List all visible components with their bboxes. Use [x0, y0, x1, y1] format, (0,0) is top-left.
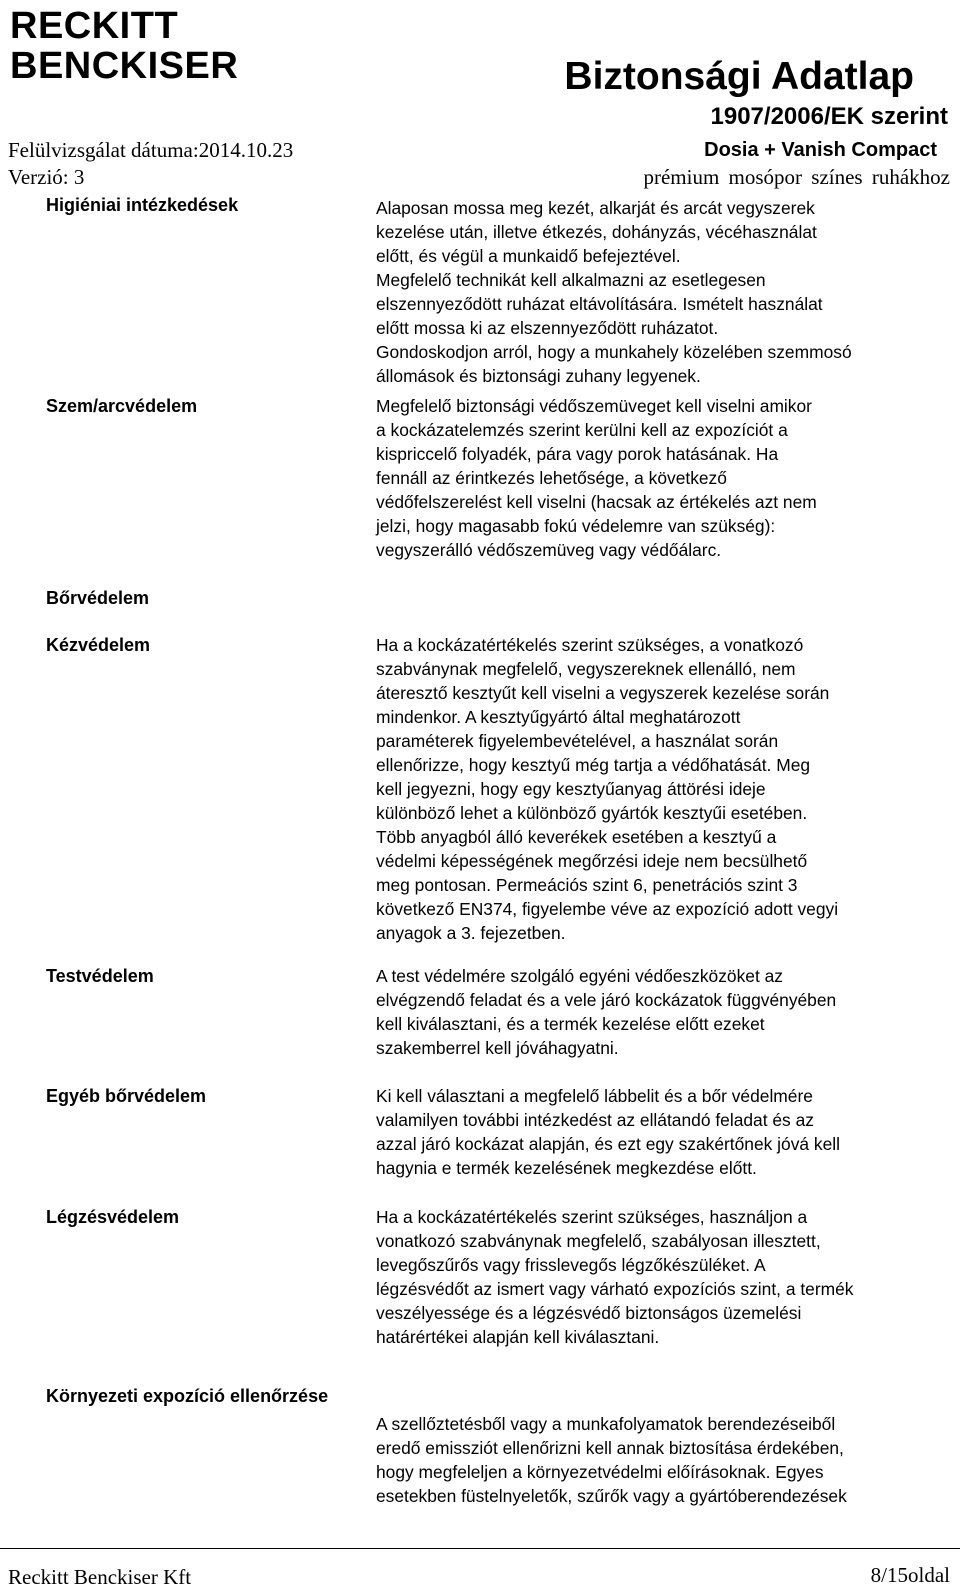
text-line: kispriccelő folyadék, pára vagy porok hatásának. Ha [376, 444, 779, 464]
environmental-exposure-label: Környezeti expozíció ellenőrzése [46, 1386, 329, 1406]
text-line: következő EN374, figyelembe véve az expozíció adott vegyi [376, 899, 839, 919]
other-skin-protection-text [376, 1084, 952, 1180]
company-logo [10, 6, 240, 92]
text-line: eredő emissziót ellenőrizni kell annak biztosítása érdekében, [376, 1438, 844, 1458]
text-line: különböző lehet a különböző gyártók kesztyűi esetében. [376, 803, 808, 823]
respiratory-protection-label: Légzésvédelem [46, 1207, 180, 1227]
text-line: a kockázatelemzés szerint kerülni kell az expozíciót a [376, 420, 788, 440]
text-line: Megfelelő biztonsági védőszemüveget kell viselni amikor [376, 396, 812, 416]
text-line: elvégzendő feladat és a vele járó kockázatok függvényében [376, 990, 837, 1010]
text-line: Ha a kockázatértékelés szerint szükséges, a vonatkozó [376, 635, 804, 655]
product-subtitle: prémium mosópor színes ruhákhoz [643, 165, 950, 189]
document-title: Biztonsági Adatlap [564, 55, 914, 98]
hygiene-text [376, 196, 952, 388]
text-line: azzal járó kockázat alapján, és ezt egy szakértőnek jóvá kell [376, 1134, 840, 1154]
text-line: vegyszerálló védőszemüveg vagy védőálarc. [376, 540, 722, 560]
eye-protection-label: Szem/arcvédelem [46, 396, 198, 416]
other-skin-protection-label: Egyéb bőrvédelem [46, 1086, 207, 1106]
logo-line-1: RECKITT [10, 5, 179, 47]
text-line: Alaposan mossa meg kezét, alkarját és arcát vegyszerek [376, 198, 815, 218]
text-line: állomások és biztonsági zuhany legyenek. [376, 366, 701, 386]
text-line: előtt, és végül a munkaidő befejeztével. [376, 246, 681, 266]
eye-protection-text [376, 394, 952, 562]
text-line: meg pontosan. Permeációs szint 6, penetrációs szint 3 [376, 875, 798, 895]
version-number: Verzió: 3 [8, 165, 85, 189]
text-line: jelzi, hogy magasabb fokú védelemre van szükség): [376, 516, 776, 536]
text-line: esetekben füstelnyeletők, szűrők vagy a gyártóberendezések [376, 1486, 847, 1506]
text-line: elszennyeződött ruházat eltávolítására. Ismételt használat [376, 294, 823, 314]
revision-date: Felülvizsgálat dátuma:2014.10.23 [8, 138, 294, 162]
text-line: határértékei alapján kell kiválasztani. [376, 1327, 660, 1347]
respiratory-protection-text [376, 1205, 952, 1349]
footer-divider [0, 1548, 960, 1549]
text-line: Ki kell választani a megfelelő lábbelit és a bőr védelmére [376, 1086, 813, 1106]
hand-protection-text [376, 633, 952, 945]
product-name: Dosia + Vanish Compact [704, 139, 937, 161]
text-line: A test védelmére szolgáló egyéni védőeszközöket az [376, 966, 783, 986]
text-line: légzésvédőt az ismert vagy várható expozíciós szint, a termék [376, 1279, 854, 1299]
text-line: előtt mossa ki az elszennyeződött ruházatot. [376, 318, 719, 338]
footer-company: Reckitt Benckiser Kft [8, 1565, 192, 1589]
logo-line-2: BENCKISER [10, 45, 239, 87]
text-line: mindenkor. A kesztyűgyártó által meghatározott [376, 707, 741, 727]
text-line: anyagok a 3. fejezetben. [376, 923, 566, 943]
hygiene-label: Higiéniai intézkedések [46, 195, 239, 215]
text-line: Ha a kockázatértékelés szerint szükséges, használjon a [376, 1207, 808, 1227]
text-line: paraméterek figyelembevételével, a használat során [376, 731, 779, 751]
text-line: ellenőrizze, hogy kesztyű még tartja a védőhatását. Meg [376, 755, 811, 775]
text-line: áteresztő kesztyűt kell viselni a vegyszerek kezelése során [376, 683, 830, 703]
text-line: védőfelszerelést kell viselni (hacsak az értékelés azt nem [376, 492, 817, 512]
text-line: védelmi képességének megőrzési ideje nem becsülhető [376, 851, 808, 871]
text-line: Megfelelő technikát kell alkalmazni az esetlegesen [376, 270, 766, 290]
text-line: szabványnak megfelelő, vegyszereknek ellenálló, nem [376, 659, 796, 679]
text-line: kezelése után, illetve étkezés, dohányzás, vécéhasználat [376, 222, 817, 242]
text-line: levegőszűrős vagy frisslevegős légzőkészüléket. A [376, 1255, 766, 1275]
text-line: szakemberrel kell jóváhagyatni. [376, 1038, 619, 1058]
text-line: hagynia e termék kezelésének megkezdése előtt. [376, 1158, 757, 1178]
body-protection-text [376, 964, 952, 1060]
hand-protection-label: Kézvédelem [46, 635, 151, 655]
text-line: Több anyagból álló keverékek esetében a kesztyű a [376, 827, 777, 847]
page-number: 8/15oldal [870, 1563, 950, 1587]
text-line: fennáll az érintkezés lehetősége, a következő [376, 468, 727, 488]
text-line: kell kiválasztani, és a termék kezelése előtt ezeket [376, 1014, 765, 1034]
text-line: A szellőztetésből vagy a munkafolyamatok berendezéseiből [376, 1414, 836, 1434]
text-line: hogy megfeleljen a környezetvédelmi előírásoknak. Egyes [376, 1462, 824, 1482]
body-protection-label: Testvédelem [46, 966, 154, 986]
text-line: Gondoskodjon arról, hogy a munkahely közelében szemmosó [376, 342, 852, 362]
regulation-reference: 1907/2006/EK szerint [710, 103, 948, 130]
text-line: kell jegyezni, hogy egy kesztyűanyag áttörési ideje [376, 779, 766, 799]
text-line: valamilyen további intézkedést az ellátandó feladat és az [376, 1110, 814, 1130]
skin-protection-label: Bőrvédelem [46, 588, 150, 608]
text-line: vonatkozó szabványnak megfelelő, szabályosan illesztett, [376, 1231, 821, 1251]
text-line: veszélyessége és a légzésvédő biztonságos üzemelési [376, 1303, 802, 1323]
environmental-exposure-text [376, 1412, 952, 1508]
